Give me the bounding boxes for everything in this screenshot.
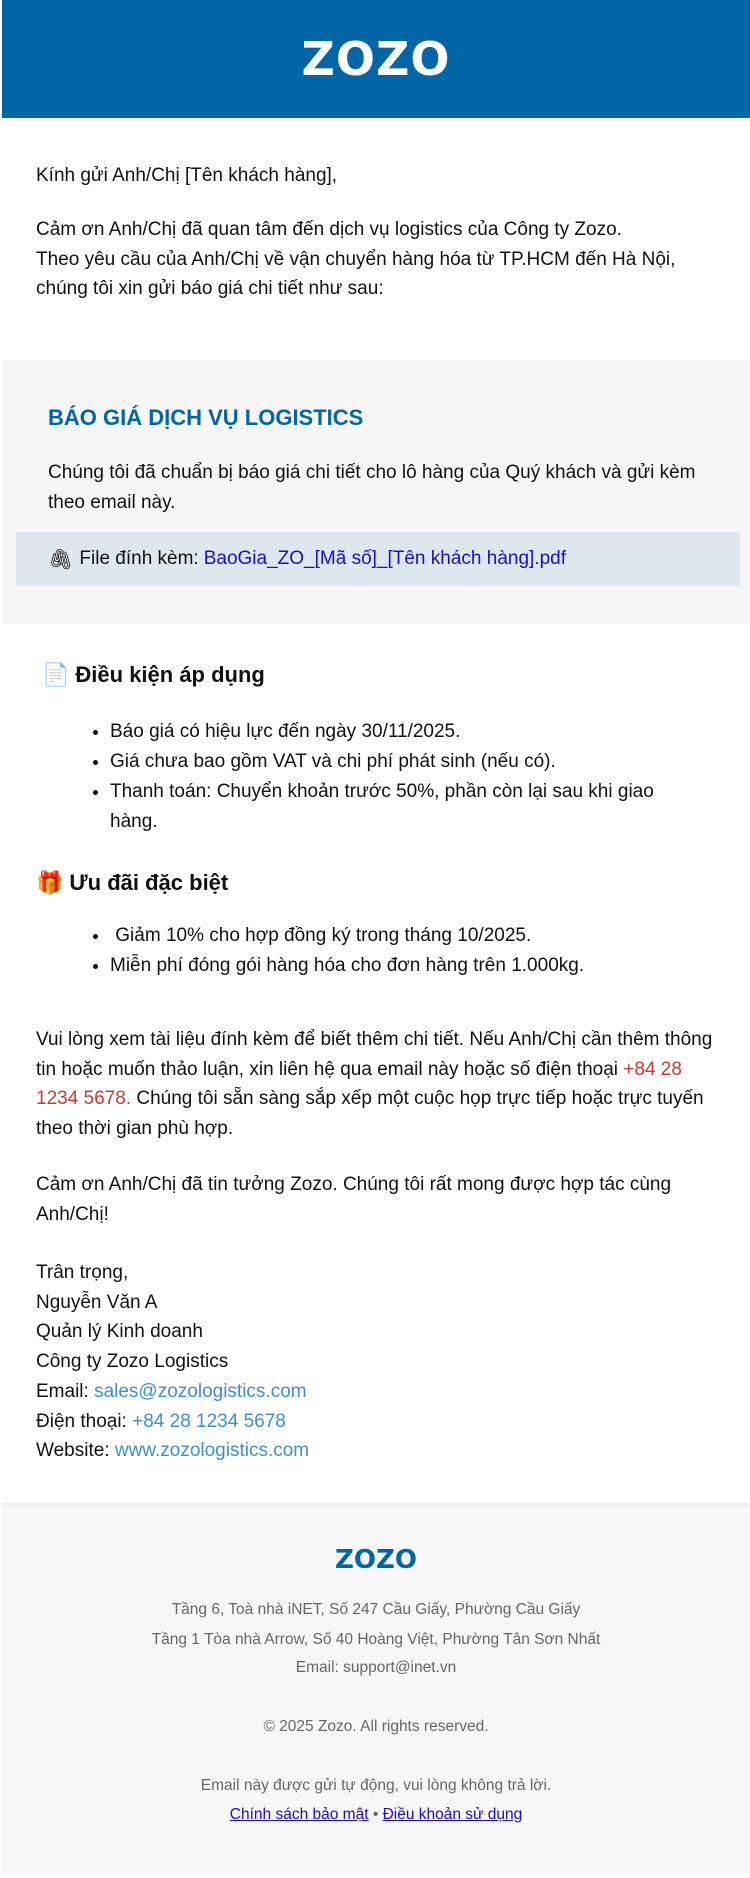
email-container (2, 0, 750, 1873)
footer-links (2, 1806, 750, 1824)
list-item: • Giá chưa bao gồm VAT và chi phí phát sinh (nếu có). (110, 747, 692, 777)
link-separator: • (372, 1806, 379, 1823)
auto-notice: Email này được gửi tự động, vui lòng không trả lời. (200, 1777, 552, 1794)
greeting: Kính gửi Anh/Chị [Tên khách hàng], (36, 165, 338, 186)
quote-title: BÁO GIÁ DỊCH VỤ LOGISTICS (48, 405, 364, 430)
conditions-heading (42, 662, 265, 688)
quote-box (2, 360, 750, 624)
list-item: • Miễn phí đóng gói hàng hóa cho đơn hàng trên 1.000kg. (110, 951, 692, 981)
website-link[interactable]: www.zozologistics.com (114, 1440, 310, 1462)
attachment-link[interactable]: BaoGia_ZO_[Mã số]_[Tên khách hàng].pdf (203, 548, 566, 569)
terms-link[interactable]: Điều khoản sử dụng (382, 1806, 523, 1823)
offers-list (92, 921, 692, 981)
quote-description: Chúng tôi đã chuẩn bị báo giá chi tiết cho lô hàng của Quý khách và gửi kèm theo email này. (48, 462, 696, 513)
footer-email: Email: support@inet.vn (295, 1659, 457, 1676)
phone-link[interactable]: +84 28 1234 5678 (132, 1410, 286, 1432)
copyright: © 2025 Zozo. All rights reserved. (263, 1718, 489, 1735)
website-label: Website: (36, 1440, 110, 1462)
document-icon: 📄 (42, 662, 70, 687)
contact-text-end: Chúng tôi sẵn sàng sắp xếp một cuộc họp trực tiếp hoặc trực tuyến theo thời gian phù hợp. (36, 1088, 704, 1140)
offers-title: Ưu đãi đặc biệt (69, 870, 229, 895)
paperclip-icon: 🖇 (48, 548, 74, 571)
gift-icon: 🎁 (36, 870, 64, 895)
closing: Trân trọng, (36, 1262, 129, 1283)
intro-line-2: Theo yêu cầu của Anh/Chị về vận chuyển hàng hóa từ TP.HCM đến Hà Nội, chúng tôi xin gửi báo giá chi tiết như sau: (36, 248, 676, 299)
sender-company: Công ty Zozo Logistics (36, 1351, 229, 1373)
email-header (2, 0, 750, 118)
thanks-paragraph: Cảm ơn Anh/Chị đã tin tưởng Zozo. Chúng tôi rất mong được hợp tác cùng Anh/Chị! (36, 1174, 672, 1225)
attachment-bar (16, 532, 740, 586)
intro-line-1: Cảm ơn Anh/Chị đã quan tâm đến dịch vụ logistics của Công ty Zozo. (36, 219, 622, 240)
list-item: • Báo giá có hiệu lực đến ngày 30/11/2025. (110, 717, 692, 747)
footer (2, 1503, 750, 1873)
conditions-title: Điều kiện áp dụng (75, 662, 265, 687)
contact-text: Vui lòng xem tài liệu đính kèm để biết thêm chi tiết. Nếu Anh/Chị cần thêm thông tin hoặc muốn thảo luận, xin liên hệ qua email này hoặc số điện thoại (36, 1029, 713, 1080)
signature (36, 1258, 726, 1466)
phone-label: Điện thoại: (36, 1410, 127, 1432)
intro-paragraph (36, 215, 726, 304)
conditions-list (92, 717, 692, 837)
sender-title: Quản lý Kinh doanh (36, 1321, 203, 1343)
list-item: • Thanh toán: Chuyển khoản trước 50%, phần còn lại sau khi giao hàng. (110, 777, 692, 837)
attachment-label: File đính kèm: (79, 548, 199, 569)
footer-address-1: Tầng 6, Toà nhà iNET, Số 247 Cầu Giấy, Phường Cầu Giấy (171, 1601, 581, 1618)
list-item: • Giảm 10% cho hợp đồng ký trong tháng 10/2025. (110, 921, 692, 951)
footer-address-2: Tầng 1 Tòa nhà Arrow, Số 40 Hoàng Việt, Phường Tân Sơn Nhất (151, 1631, 601, 1648)
sender-name: Nguyễn Văn A (36, 1291, 158, 1313)
offers-heading (36, 870, 228, 896)
brand-logo: ZOZO (301, 32, 451, 86)
email-label: Email: (36, 1380, 89, 1402)
contact-paragraph (36, 1025, 726, 1144)
privacy-policy-link[interactable]: Chính sách bảo mật (229, 1806, 369, 1823)
footer-logo: ZOZO (335, 1545, 417, 1575)
phone-number[interactable]: +84 28 1234 5678. (36, 1058, 682, 1110)
email-link[interactable]: sales@zozologistics.com (94, 1380, 307, 1402)
